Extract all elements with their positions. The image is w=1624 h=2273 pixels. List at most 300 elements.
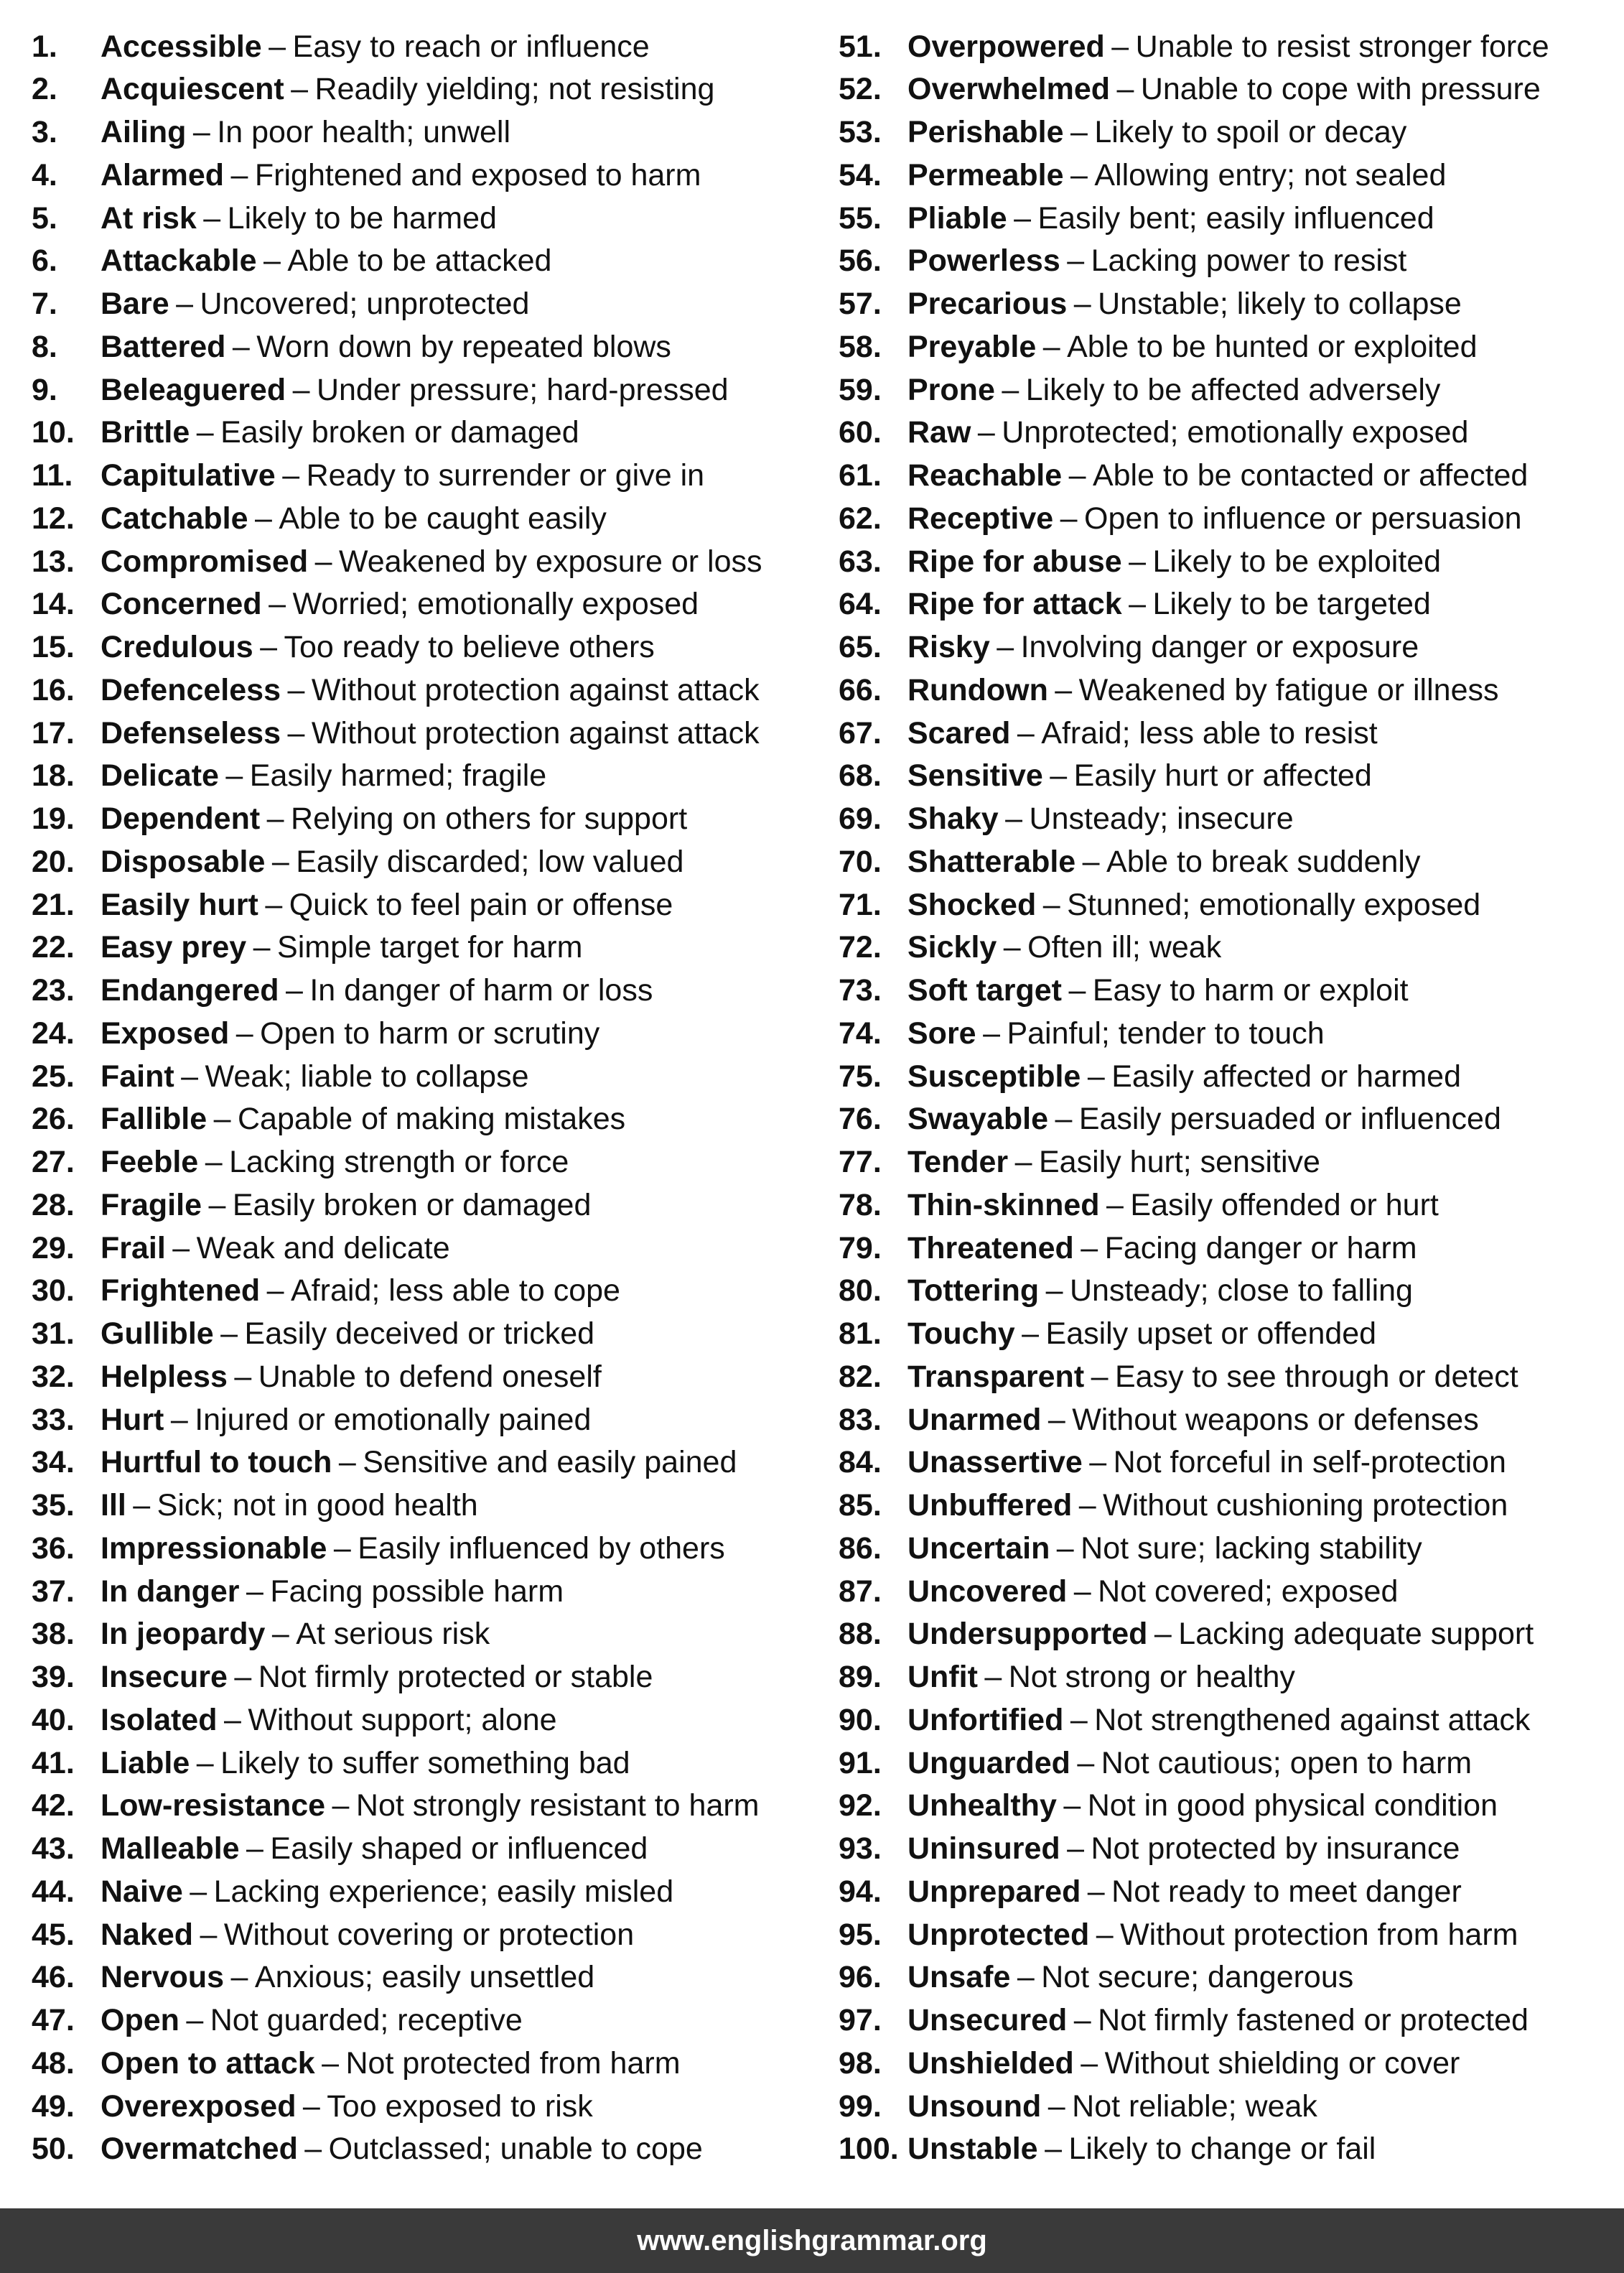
item-number: 32. [32,1359,75,1394]
item-definition: Lacking power to resist [1091,243,1407,279]
item-number: 47. [32,2003,75,2037]
item-separator: – [266,1273,284,1309]
item-separator: – [196,1745,214,1780]
item-number: 63. [839,544,882,579]
item-number: 77. [839,1145,882,1179]
list-item [32,1828,648,1871]
item-separator: – [1050,758,1068,794]
item-number: 86. [839,1530,882,1566]
item-definition: Easily offended or hurt [1130,1187,1439,1222]
item-separator: – [1154,1617,1172,1652]
list-item [839,1012,1325,1055]
item-definition: Easily deceived or tricked [244,1316,595,1351]
item-separator: – [304,2132,322,2167]
list-item [32,1870,673,1913]
item-separator: – [234,1660,252,1694]
list-item [32,2042,681,2085]
item-number: 90. [839,1702,882,1737]
item-word: Ailing [101,115,187,149]
item-word: Tottering [907,1273,1040,1309]
list-item [32,111,510,154]
item-word: Perishable [907,115,1064,149]
item-separator: – [1081,2045,1098,2081]
item-number: 75. [839,1059,882,1094]
item-word: Faint [101,1059,174,1094]
item-separator: – [1073,1574,1091,1609]
list-item [839,1141,1320,1184]
item-separator: – [1111,29,1129,64]
item-definition: Unable to defend oneself [258,1359,602,1394]
item-word: In jeopardy [101,1617,266,1652]
list-item [32,970,653,1013]
item-definition: Not in good physical condition [1087,1788,1498,1823]
item-separator: – [265,887,283,922]
item-definition: Easily harmed; fragile [249,758,547,794]
item-number: 66. [839,672,882,707]
list-item [32,68,714,111]
item-definition: Not strongly resistant to harm [355,1788,760,1823]
item-word: Attackable [101,243,257,279]
item-number: 93. [839,1831,882,1866]
item-separator: – [1089,1445,1107,1480]
item-definition: Open to harm or scrutiny [260,1015,600,1051]
item-definition: Weak; liable to collapse [205,1059,529,1094]
item-separator: – [282,458,300,493]
item-word: Soft target [907,973,1062,1008]
item-separator: – [1017,1960,1035,1995]
item-number: 8. [32,329,57,364]
item-definition: Likely to be harmed [227,200,497,236]
item-separator: – [1017,715,1035,750]
item-word: Unstable [907,2132,1038,2167]
item-separator: – [1070,1702,1088,1737]
item-definition: At serious risk [296,1617,490,1652]
item-word: Unbuffered [907,1488,1073,1523]
item-separator: – [1070,157,1088,192]
item-definition: Easily bent; easily influenced [1037,200,1434,236]
item-definition: Easily broken or damaged [220,415,579,450]
item-definition: Weak and delicate [196,1230,450,1265]
item-number: 57. [839,287,882,321]
item-definition: Not forceful in self-protection [1113,1445,1506,1480]
item-word: Prone [907,372,995,407]
item-number: 89. [839,1660,882,1694]
item-word: Uninsured [907,1831,1060,1866]
item-number: 28. [32,1187,75,1222]
item-definition: Worn down by repeated blows [256,329,671,364]
item-definition: Unstable; likely to collapse [1098,287,1462,321]
item-definition: In poor health; unwell [217,115,511,149]
item-separator: – [263,243,281,279]
item-number: 91. [839,1745,882,1780]
item-separator: – [1073,2003,1091,2037]
list-item [839,2128,1376,2171]
item-number: 7. [32,287,57,321]
item-number: 13. [32,544,75,579]
item-definition: Easy to harm or exploit [1092,973,1409,1008]
item-number: 97. [839,2003,882,2037]
item-number: 3. [32,115,57,149]
item-number: 82. [839,1359,882,1394]
item-word: Liable [101,1745,190,1780]
item-separator: – [225,758,243,794]
item-word: Touchy [907,1316,1015,1351]
item-word: Overpowered [907,29,1105,64]
item-number: 95. [839,1917,882,1952]
item-number: 30. [32,1273,75,1309]
item-definition: Capable of making mistakes [237,1102,626,1137]
item-number: 14. [32,587,75,622]
item-word: Catchable [101,501,248,536]
item-word: Permeable [907,157,1064,192]
item-word: Precarious [907,287,1068,321]
list-item [839,1313,1376,1356]
item-separator: – [1047,1402,1065,1437]
item-word: Gullible [101,1316,214,1351]
item-separator: – [287,672,305,707]
item-definition: Able to be contacted or affected [1092,458,1529,493]
item-number: 53. [839,115,882,149]
item-word: Risky [907,630,990,664]
item-separator: – [186,2003,204,2037]
item-word: Easy prey [101,930,247,965]
list-item [839,25,1549,68]
item-word: Naked [101,1917,194,1952]
list-item [32,25,650,68]
item-word: Fallible [101,1102,207,1137]
item-separator: – [190,1874,207,1909]
list-item [32,883,673,926]
list-item [839,368,1440,412]
item-number: 10. [32,415,75,450]
item-number: 81. [839,1316,882,1351]
item-separator: – [1067,1831,1085,1866]
item-definition: Not sure; lacking stability [1081,1530,1422,1566]
item-separator: – [203,200,221,236]
item-number: 76. [839,1102,882,1137]
item-number: 5. [32,200,57,236]
item-word: Beleaguered [101,372,286,407]
item-definition: Afraid; less able to cope [291,1273,620,1309]
list-item [32,197,497,240]
item-separator: – [269,29,286,64]
item-word: Fragile [101,1187,202,1222]
item-separator: – [1068,973,1086,1008]
item-separator: – [133,1488,151,1523]
item-definition: Without protection from harm [1120,1917,1518,1952]
item-word: Unprepared [907,1874,1081,1909]
item-number: 64. [839,587,882,622]
item-number: 20. [32,844,75,879]
item-word: Insecure [101,1660,228,1694]
list-item [32,1012,599,1055]
item-definition: Not covered; exposed [1098,1574,1399,1609]
website-url[interactable]: www.englishgrammar.org [637,2224,987,2256]
item-word: Overwhelmed [907,72,1110,107]
list-item [839,68,1541,111]
item-separator: – [1082,844,1100,879]
item-definition: Without covering or protection [223,1917,635,1952]
item-word: Undersupported [907,1617,1148,1652]
item-separator: – [1070,115,1088,149]
item-number: 99. [839,2088,882,2124]
item-word: Unhealthy [907,1788,1057,1823]
item-definition: Afraid; less able to resist [1041,715,1378,750]
item-number: 12. [32,501,75,536]
list-item [839,1656,1295,1699]
item-word: Defenceless [101,672,281,707]
list-item [32,626,655,669]
list-item [32,1913,634,1956]
item-separator: – [1129,544,1147,579]
item-definition: Not firmly protected or stable [258,1660,653,1694]
list-item [839,111,1406,154]
item-number: 85. [839,1488,882,1523]
list-item [839,2085,1317,2128]
item-number: 11. [32,458,73,493]
item-word: In danger [101,1574,240,1609]
item-word: Capitulative [101,458,276,493]
list-item [32,1141,569,1184]
item-word: Uncovered [907,1574,1068,1609]
list-item [839,1441,1506,1484]
item-number: 31. [32,1316,75,1351]
item-separator: – [253,930,271,965]
item-number: 88. [839,1617,882,1652]
item-definition: Likely to be affected adversely [1025,372,1441,407]
list-item [839,197,1434,240]
item-word: Raw [907,415,971,450]
list-item [32,325,671,368]
item-word: Endangered [101,973,279,1008]
item-word: Compromised [101,544,309,579]
item-number: 60. [839,415,882,450]
item-number: 56. [839,243,882,279]
list-item [32,1398,591,1441]
item-word: Thin-skinned [907,1187,1100,1222]
item-number: 39. [32,1660,75,1694]
item-number: 92. [839,1788,882,1823]
item-definition: Ready to surrender or give in [306,458,705,493]
item-word: Unsound [907,2088,1042,2124]
item-number: 34. [32,1445,75,1480]
item-word: Disposable [101,844,266,879]
item-word: Sensitive [907,758,1043,794]
list-item [839,840,1421,883]
item-separator: – [314,544,332,579]
item-separator: – [1068,458,1086,493]
list-item [839,970,1409,1013]
item-separator: – [181,1059,199,1094]
list-item [32,455,704,498]
item-number: 74. [839,1015,882,1051]
item-word: Concerned [101,587,262,622]
list-item [32,1270,620,1313]
list-item [32,583,699,626]
item-number: 69. [839,801,882,836]
item-separator: – [1096,1917,1114,1952]
item-number: 19. [32,801,75,836]
item-word: Open to attack [101,2045,315,2081]
item-word: Open [101,2003,179,2037]
item-word: Pliable [907,200,1007,236]
item-word: Scared [907,715,1011,750]
list-item [839,883,1480,926]
item-separator: – [1063,1788,1081,1823]
item-separator: – [246,1574,263,1609]
item-separator: – [230,1960,248,1995]
item-number: 54. [839,157,882,192]
list-item [32,840,683,883]
item-separator: – [235,1015,253,1051]
list-item [839,755,1372,798]
list-item [839,1270,1413,1313]
list-item [839,1742,1472,1785]
item-separator: – [977,415,995,450]
item-word: Unprotected [907,1917,1090,1952]
list-item [839,926,1221,970]
item-word: Unsecured [907,2003,1068,2037]
list-item [839,1613,1534,1656]
item-word: Impressionable [101,1530,327,1566]
item-word: Dependent [101,801,261,836]
item-number: 72. [839,930,882,965]
item-definition: Without cushioning protection [1103,1488,1508,1523]
list-item [839,1828,1460,1871]
item-separator: – [1077,1745,1095,1780]
item-separator: – [1081,1230,1098,1265]
item-number: 80. [839,1273,882,1309]
list-item [32,1313,594,1356]
item-definition: Too exposed to risk [327,2088,593,2124]
item-separator: – [291,72,309,107]
item-separator: – [213,1102,231,1137]
item-word: Defenseless [101,715,281,750]
list-item [32,497,607,540]
item-separator: – [997,630,1014,664]
item-number: 100. [839,2132,899,2167]
item-number: 71. [839,887,882,922]
item-word: Helpless [101,1359,228,1394]
list-item [839,1527,1422,1570]
item-number: 46. [32,1960,75,1995]
list-item [32,154,701,197]
item-definition: Able to break suddenly [1106,844,1421,879]
item-number: 33. [32,1402,75,1437]
item-word: Preyable [907,329,1037,364]
item-definition: Quick to feel pain or offense [289,887,673,922]
list-item [32,368,729,412]
item-number: 49. [32,2088,75,2124]
list-item [32,1742,630,1785]
item-number: 62. [839,501,882,536]
item-word: Frail [101,1230,166,1265]
item-separator: – [1129,587,1147,622]
item-number: 2. [32,72,57,107]
item-separator: – [1042,329,1060,364]
item-definition: Lacking adequate support [1178,1617,1534,1652]
item-word: Nervous [101,1960,225,1995]
item-definition: Worried; emotionally exposed [292,587,699,622]
item-definition: Easily discarded; low valued [296,844,684,879]
item-definition: Lacking strength or force [229,1145,569,1179]
item-word: Swayable [907,1102,1048,1137]
item-separator: – [230,157,248,192]
item-separator: – [266,801,284,836]
footer-bar [0,2208,1624,2273]
item-word: Unguarded [907,1745,1070,1780]
item-separator: – [1014,200,1031,236]
item-number: 68. [839,758,882,794]
item-number: 44. [32,1874,75,1909]
item-definition: Outclassed; unable to cope [328,2132,703,2167]
item-word: Exposed [101,1015,230,1051]
item-definition: Unprotected; emotionally exposed [1002,415,1469,450]
item-word: Transparent [907,1359,1085,1394]
list-item [32,1527,725,1570]
item-number: 73. [839,973,882,1008]
item-word: Shocked [907,887,1037,922]
item-word: Hurt [101,1402,164,1437]
item-definition: Easy to see through or detect [1114,1359,1518,1394]
item-definition: Weakened by exposure or loss [338,544,762,579]
item-separator: – [1116,72,1134,107]
item-word: Susceptible [907,1059,1081,1094]
item-definition: Open to influence or persuasion [1084,501,1522,536]
item-number: 41. [32,1745,75,1780]
item-word: Sore [907,1015,976,1051]
item-number: 26. [32,1102,75,1137]
item-separator: – [1056,1530,1074,1566]
list-item [839,497,1522,540]
item-number: 65. [839,630,882,664]
item-separator: – [1087,1059,1105,1094]
item-number: 42. [32,1788,75,1823]
item-word: Reachable [907,458,1063,493]
item-separator: – [1047,2088,1065,2124]
item-definition: Readily yielding; not resisting [314,72,715,107]
item-number: 78. [839,1187,882,1222]
item-separator: – [1045,2132,1062,2167]
item-definition: Easily influenced by others [358,1530,725,1566]
list-item [32,1055,529,1098]
list-item [32,1227,450,1270]
item-separator: – [1005,801,1023,836]
item-separator: – [172,1230,190,1265]
item-word: Brittle [101,415,190,450]
item-definition: Simple target for harm [277,930,583,965]
list-item [32,2128,703,2171]
list-item [839,1055,1461,1098]
item-word: Rundown [907,672,1048,707]
list-item [839,1484,1508,1528]
item-definition: Unable to cope with pressure [1140,72,1541,107]
item-separator: – [332,1788,350,1823]
item-word: Unfortified [907,1702,1064,1737]
item-number: 40. [32,1702,75,1737]
item-number: 22. [32,930,75,965]
item-separator: – [287,715,305,750]
item-definition: Able to be attacked [287,243,552,279]
item-number: 9. [32,372,57,407]
item-definition: Anxious; easily unsettled [254,1960,595,1995]
item-definition: Not firmly fastened or protected [1098,2003,1529,2037]
item-definition: Involving danger or exposure [1020,630,1419,664]
item-number: 84. [839,1445,882,1480]
item-word: Feeble [101,1145,199,1179]
item-number: 36. [32,1530,75,1566]
item-definition: Not strengthened against attack [1094,1702,1531,1737]
